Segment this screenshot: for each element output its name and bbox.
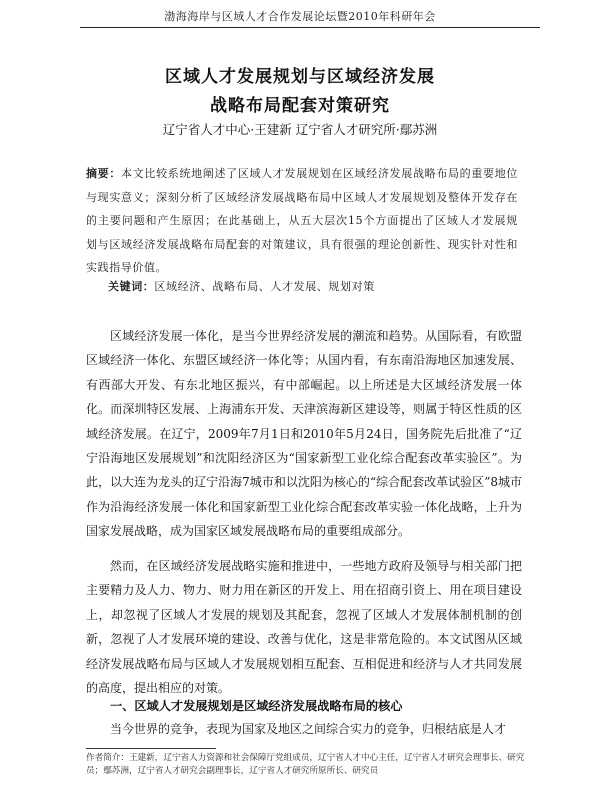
- section-heading: 一、区域人才发展规划是区域经济发展战略布局的核心: [110, 699, 403, 713]
- paper-title-line-1: 区域人才发展规划与区域经济发展: [165, 67, 435, 87]
- footnote-rule: [86, 748, 216, 749]
- keywords-text: 区域经济、战略布局、人才发展、规划对策: [154, 280, 375, 293]
- body-paragraph-2: 然而，在区域经济发展战略实施和推进中，一些地方政府及领导与相关部门把主要精力及人力、物力、财力用在新区的开发上、用在招商引资上、用在项目建设上，却忽视了区域人才发展的规划及其配套，忽视了区域人才发展体制机制的创新，忽视了人才发展环境的建设、改善与优化，这是非常危险的。本文试图从区域经济发展战略布局与区域人才发展规划相互配套、互相促进和经济与人才共同发展的高度，提出相应的对策。: [86, 559, 522, 696]
- running-head: 渤海海岸与区域人才合作发展论坛暨2010年科研年会: [164, 10, 436, 23]
- header-rule: [80, 27, 540, 28]
- keywords-label: 关键词：: [108, 280, 155, 293]
- abstract-label: 摘要：: [86, 167, 122, 180]
- abstract-text: 本文比较系统地阐述了区域人才发展规划在区域经济发展战略布局的重要地位与现实意义；深刻分析了区域经济发展战略布局中区域人才发展规划及整体开发存在的主要问题和产生原因；在此基础上，从五大层次15个方面提出了区域人才发展规划与区域经济发展战略布局配套的对策建议，具有很强的理论创新性、现实针对性和实践指导价值。: [86, 167, 518, 274]
- abstract: [86, 162, 518, 280]
- section-paragraph: 当今世界的竞争，表现为国家及地区之间综合实力的竞争，归根结底是人才: [110, 722, 507, 736]
- footnote: 作者简介：王建新，辽宁省人力资源和社会保障厅党组成员，辽宁省人才中心主任，辽宁省人才研究会理事长、研究员；鄢苏洲，辽宁省人才研究会副理事长，辽宁省人才研究所原所长、研究员: [86, 753, 525, 776]
- paper-title-line-2: 战略布局配套对策研究: [210, 96, 390, 116]
- author-line: 辽宁省人才中心·王建新 辽宁省人才研究所·鄢苏洲: [162, 122, 438, 137]
- body-paragraph-1: 区域经济发展一体化，是当今世界经济发展的潮流和趋势。从国际看，有欧盟区域经济一体化、东盟区域经济一体化等；从国内看，有东南沿海地区加速发展、有西部大开发、有东北地区振兴，有中部崛起。以上所述是大区域经济发展一体化。而深圳特区发展、上海浦东开发、天津滨海新区建设等，则属于特区性质的区域经济发展。在辽宁，2009年7月1日和2010年5月24日，国务院先后批准了“辽宁沿海地区发展规划”和沈阳经济区为“国家新型工业化综合配套改革实验区”。为此，以大连为龙头的辽宁沿海7城市和以沈阳为核心的“综合配套改革试验区”8城市作为沿海经济发展一体化和国家新型工业化综合配套改革实验一体化战略，上升为国家发展战略，成为国家区域发展战略布局的重要组成部分。: [86, 329, 522, 539]
- keywords: [108, 278, 528, 294]
